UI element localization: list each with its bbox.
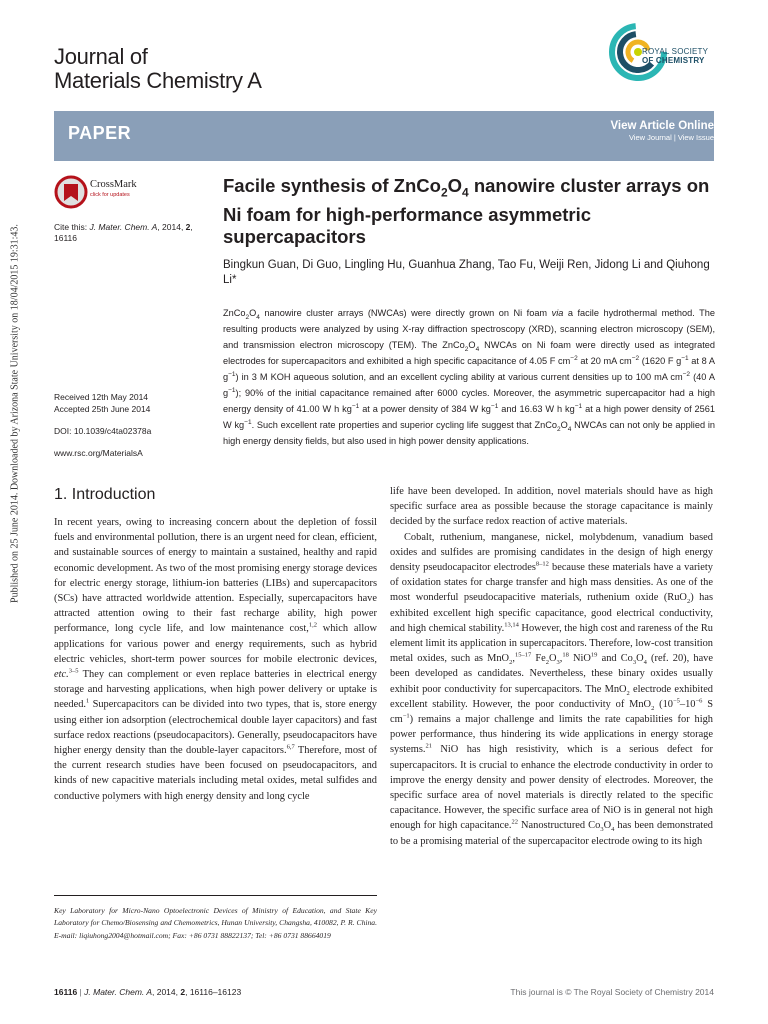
journal-website-link[interactable]: www.rsc.org/MaterialsA xyxy=(54,448,143,458)
footer-journal: J. Mater. Chem. A xyxy=(84,987,152,997)
title-part3: nanowire cluster arrays on Ni foam for high-performance asymmetric supercapacitors xyxy=(223,175,710,247)
title-part1: Facile synthesis of ZnCo xyxy=(223,175,441,196)
footer-copyright: This journal is © The Royal Society of Chemistry 2014 xyxy=(510,987,714,997)
journal-title-line2: Materials Chemistry A xyxy=(54,68,262,93)
view-article-links xyxy=(610,120,714,142)
section-heading-introduction: 1. Introduction xyxy=(54,486,156,503)
title-part2: O xyxy=(447,175,463,196)
intro-column-right: life have been developed. In addition, novel materials should have as high specific surface area as possible because the storage capacitance is mainly decided by the surface redox reaction of active materials. Cobalt, ruthenium, manganese, nickel, molybdenum, vanadium based oxides and sulfides are promising candidates in the design of high energy density pseudocapacitor electrodes$^{8-12}$ because these materials have a variety of oxidation states for charge transfer and high mass densities. As one of the most wonderful pseudocapacitive materials, ruthenium oxide (RuO$_2$) has exhibited excellent high specific capacitance, good electrical conductivity, and high chemical stability.$^{13,14}$ However, the high cost and rareness of the Ru element limit its application in supercapacitors. Therefore, low-cost transition metal oxides, such as MnO$_2$,$^{15-17}$ $Fe_2O_3,^{18}$ NiO$^{19}$ and $Co_3O_4$ (ref. 20), have been developed as candidates. Nevertheless, these binary oxides usually exhibit poor conductivity for supercapacitors. The MnO$_2$ electrode exhibited excellent stability. However, the poor conductivity of MnO$_2$ ($10^{-5}-10^{-6}$ S $cm^{-1}$) remains a major challenge and limits the rate capabilities for high power performance, thus hindering its wide applications in energy storage systems.$^{21}$ NiO has high resistivity, which is a serious defect for supercapacitors. It is crucial to enhance the electrode conductivity in order to improve the energy density and power density of electrodes. Moreover, the specific surface area of novel materials is directly related to the specific capacitance. However, the specific surface area of NiO is in general not high enough for high capacitance.$^{22}$ Nanostructured $Co_3O_4$ has been demonstrated to be a promising material of the supercapacitor electrode owing to its high xyxy=(390,486,714,847)
footer-year: , 2014, xyxy=(152,987,181,997)
cite-this: Cite this: J. Mater. Chem. A, 2014, 2, 16116 xyxy=(54,222,193,243)
footer-pages: , 16116–16123 xyxy=(185,987,242,997)
rsc-logo-line1: ROYAL SOCIETY xyxy=(642,47,709,56)
rsc-logo[interactable] xyxy=(608,20,718,90)
cite-year: , 2014, xyxy=(157,222,186,232)
received-date: Received 12th May 2014 xyxy=(54,392,149,402)
view-journal-issue-links[interactable]: View Journal | View Issue xyxy=(628,133,714,142)
author-list: Bingkun Guan, Di Guo, Lingling Hu, Guanhua Zhang, Tao Fu, Weiji Ren, Jidong Li and Qiuhong Li* xyxy=(223,259,710,286)
title-sub2: 4 xyxy=(462,185,469,200)
title-sub1: 2 xyxy=(440,185,448,200)
rsc-logo-line2: OF CHEMISTRY xyxy=(642,56,705,65)
cite-journal: J. Mater. Chem. A xyxy=(89,222,158,232)
footer-volume: 2 xyxy=(180,987,186,997)
journal-title-line1: Journal of xyxy=(54,44,148,69)
footnote-divider xyxy=(54,895,377,896)
doi[interactable]: DOI: 10.1039/c4ta02378a xyxy=(54,426,152,436)
cite-volume: 2 xyxy=(185,222,191,232)
crossmark-icon xyxy=(54,175,88,209)
footer-page-number: 16116 xyxy=(54,987,78,997)
journal-title xyxy=(54,46,262,94)
crossmark-sublabel: click for updates xyxy=(90,192,130,198)
accepted-date: Accepted 25th June 2014 xyxy=(54,404,151,414)
cite-pages: 16116 xyxy=(54,233,78,243)
crossmark-badge[interactable] xyxy=(54,175,144,207)
crossmark-label: CrossMark xyxy=(90,179,137,190)
article-title xyxy=(223,175,723,248)
download-stamp: Published on 25 June 2014. Downloaded by Arizona State University on 18/04/2015 19:31:43. xyxy=(9,224,21,603)
cite-prefix: Cite this: xyxy=(54,222,88,232)
footer-separator: | xyxy=(79,987,82,997)
view-article-online-link[interactable]: View Article Online xyxy=(610,120,714,132)
footer-citation xyxy=(54,987,241,997)
abstract: $ZnCo_2O_4$ nanowire cluster arrays (NWCAs) were directly grown on Ni foam via a facile hydrothermal method. The resulting products were analyzed by using X-ray diffraction spectroscopy (XRD), scanning electron microscopy (SEM), and transmission electron microscopy (TEM). The $ZnCo_2O_4$ NWCAs on Ni foam were directly used as integrated electrodes for supercapacitors and exhibited a high specific capacitance of 4.05 F $cm^{-2}$ at 20 mA $cm^{-2}$ (1620 F $g^{-1}$ at 8 A $g^{-1}$) in 3 M KOH aqueous solution, and an excellent cycling ability at various current densities up to 100 mA $cm^{-2}$ (40 A $g^{-1}$); 90% of the initial capacitance remained after 6000 cycles. Moreover, the asymmetric supercapacitor had a high energy density of 41.00 W h $kg^{-1}$ at a power density of 384 W $kg^{-1}$ and 16.63 W h $kg^{-1}$ at a high power density of 2561 W $kg^{-1}$. Such excellent rate properties and superior cycling life suggest that $ZnCo_2O_4$ NWCAs can not only be applied in high energy density fields, but also used in high power density applications. xyxy=(223,308,715,447)
affiliation-footnote: Key Laboratory for Micro-Nano Optoelectronic Devices of Ministry of Education, and State Key Laboratory for Chemo/Biosensing and Chemometrics, Hunan University, Changsha, 410082, P. R. China. E-mail: liqiuhong2004@hotmail.com; Fax: +86 0731 88822137; Tel: +86 0731 88664019 xyxy=(54,906,377,940)
article-type-label: PAPER xyxy=(68,123,132,143)
intro-column-left: In recent years, owing to increasing concern about the depletion of fossil fuels and environmental pollution, there is an urgent need for clean, efficient, and sustainable sources of energy to maintain a sustained, healthy and rapid economic development. As two of the most promising energy storage devices for electric energy storage, lithium-ion batteries (LIBs) and supercapacitors (SCs) have attracted worldwide attention. Especially, supercapacitors have attracted attention owing to their fast recharge ability, high power performance, long cycle life, and low maintenance cost,$^{1,2}$ which allow applications for various power and energy requirements, such as hybrid electric vehicles, short-term power sources for mobile electronic devices, etc.$^{3-5}$ They can complement or even replace batteries in electrical energy storage and harvesting applications, when high power delivery or uptake is needed.$^1$ Supercapacitors can be divided into two types, that is, store energy using either ion adsorption (electrochemical double layer capacitors) and fast surface redox reactions (pseudocapacitors). Generally, pseudocapacitors have higher energy density than the double-layer capacitors.$^{6,7}$ Therefore, most of the current research studies have been focused on pseudocapacitors, and kinds of new capacitive materials including metal oxides, metal sulfides and conductive polymers with high energy density and long cycle xyxy=(54,517,377,802)
